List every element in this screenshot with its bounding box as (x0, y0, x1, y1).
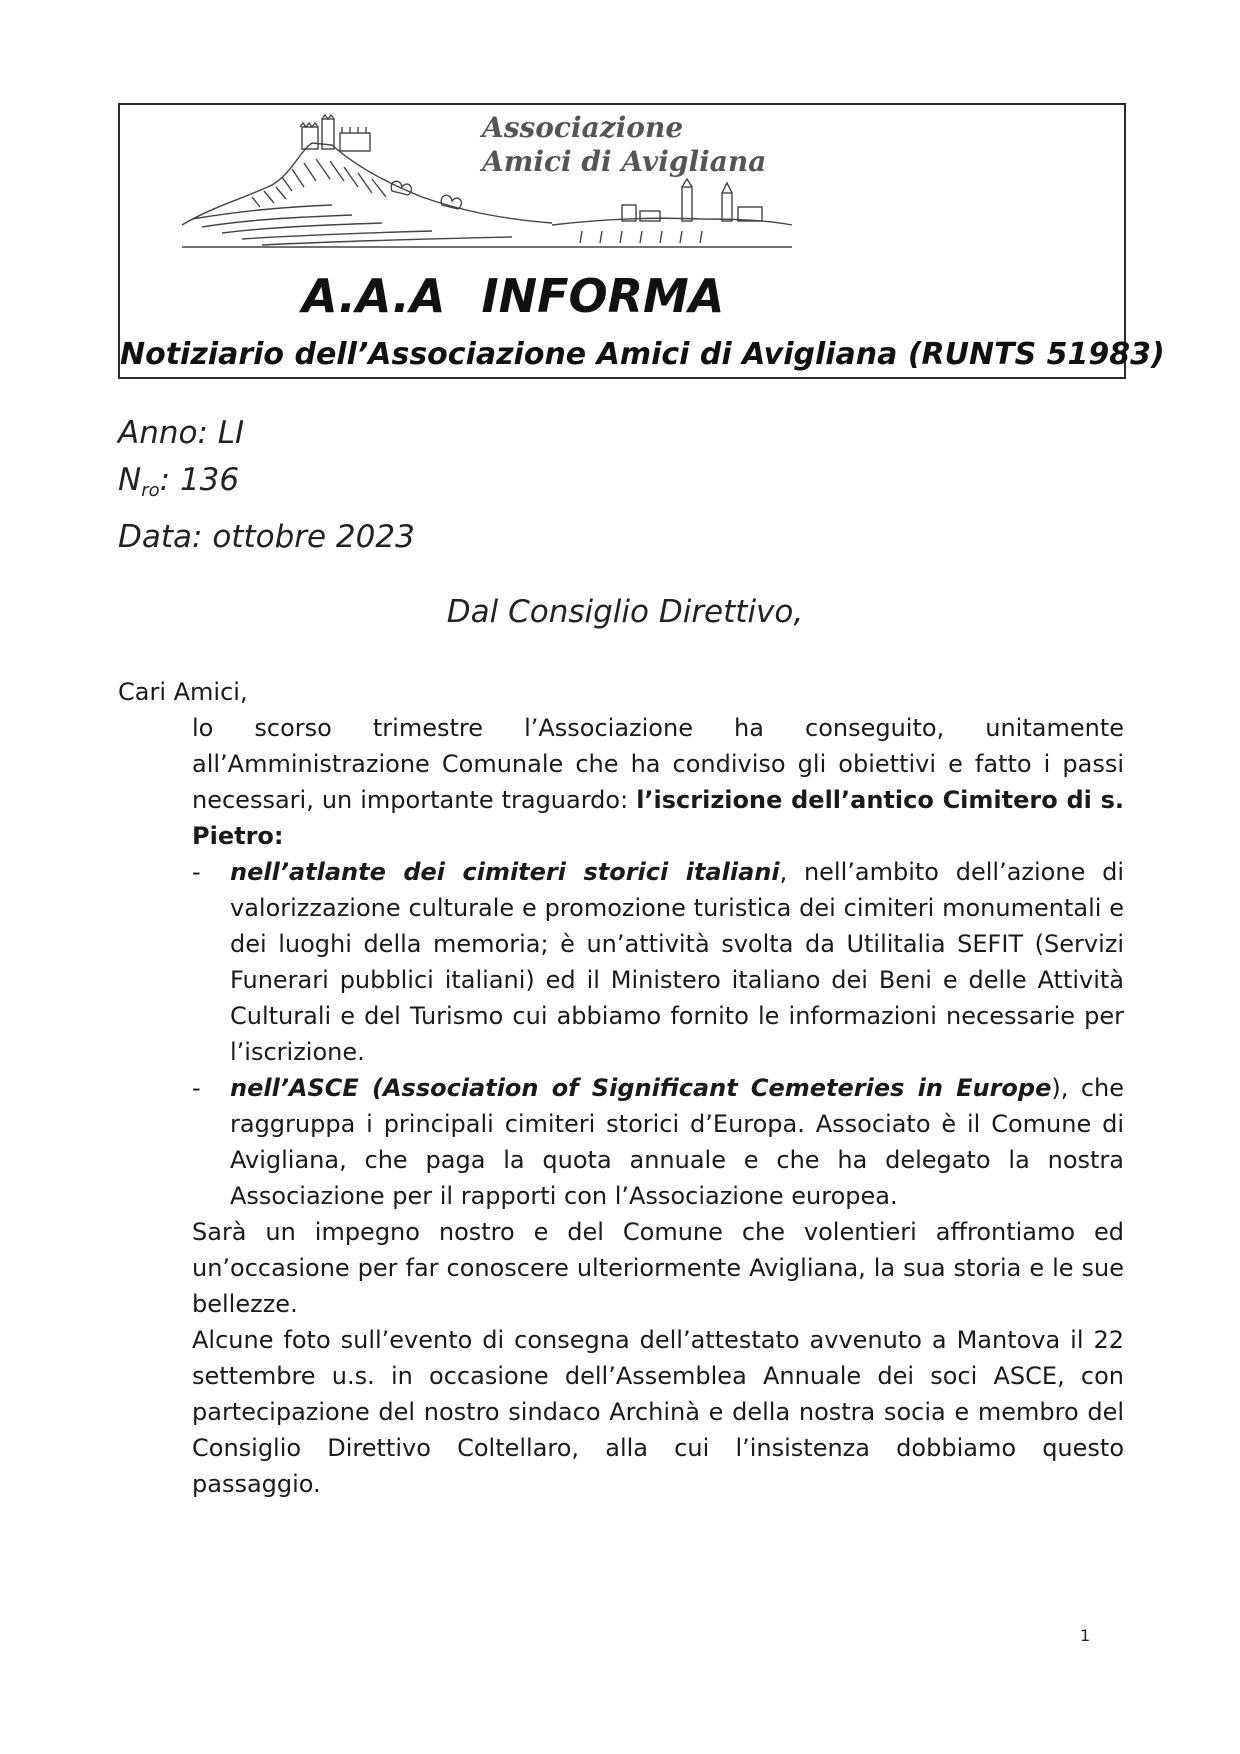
bullet-text: , nell’ambito dell’azione di valorizzazione culturale e promozione turistica dei cimiteri monumentali e dei luoghi della memoria; è un’attività svolta da Utilitalia SEFIT (Servizi Funerari pubblici italiani) ed il Ministero italiano dei Beni e delle Attività Culturali e del Turismo cui abbiamo fornito le informazioni necessarie per l’iscrizione. (230, 858, 1124, 1066)
issue-number (118, 457, 415, 514)
number-value: 136 (179, 462, 240, 498)
letter-body (118, 674, 1124, 1502)
intro-bold: l’iscrizione dell’antico Cimitero di s. Pietro: (192, 786, 1124, 850)
bullet-emphasis: nell’atlante dei cimiteri storici italiani (230, 858, 780, 886)
date-label: Data: (118, 519, 203, 555)
association-name (482, 111, 766, 179)
intro-paragraph (192, 710, 1124, 854)
issue-date (118, 514, 415, 561)
list-item (192, 1070, 1124, 1214)
section-heading: Dal Consiglio Direttivo, (446, 594, 804, 630)
bullet-list (118, 854, 1124, 1214)
issue-year (118, 410, 415, 457)
commitment-paragraph: Sarà un impegno nostro e del Comune che volentieri affrontiamo ed un’occasione per far conoscere ulteriormente Avigliana, la sua storia e le sue bellezze. (192, 1218, 1124, 1318)
association-name-line1: Associazione (482, 111, 684, 144)
date-value: ottobre 2023 (212, 519, 415, 555)
bullet-text: ), che raggruppa i principali cimiteri storici d’Europa. Associato è il Comune di Avigliana, che paga la quota annuale e che ha delegato la nostra Associazione per il rapporti con l’Associazione europea. (230, 1074, 1124, 1210)
year-value: LI (217, 415, 245, 451)
list-item (192, 854, 1124, 1070)
title-acronym: A.A.A (302, 269, 446, 323)
bullet-emphasis: nell’ASCE (Association of Significant Cemeteries in Europe (230, 1074, 1052, 1102)
number-label-subscript: ro (141, 480, 160, 501)
newsletter-title (120, 269, 1124, 323)
number-label-colon: : (159, 462, 171, 498)
masthead (118, 103, 1165, 379)
intro-text: lo scorso trimestre l’Associazione ha conseguito, unitamente all’Amministrazione Comunale che ha condiviso gli obiettivi e fatto i passi necessari, un importante traguardo: (192, 714, 1124, 814)
newsletter-subtitle: Notiziario dell’Associazione Amici di Avigliana (RUNTS 51983) (120, 337, 1165, 372)
association-name-line2: Amici di Avigliana (482, 145, 767, 178)
number-label: N (118, 462, 142, 498)
bullet-dash: - (192, 858, 201, 886)
title-informa: INFORMA (481, 269, 725, 323)
bullet-dash: - (192, 1074, 201, 1102)
salutation: Cari Amici, (118, 678, 248, 706)
issue-meta (118, 410, 415, 561)
photos-paragraph: Alcune foto sull’evento di consegna dell’attestato avvenuto a Mantova il 22 settembre u.s. in occasione dell’Assemblea Annuale dei soci ASCE, con partecipazione del nostro sindaco Archinà e della nostra socia e membro del Consiglio Direttivo Coltellaro, alla cui l’insistenza dobbiamo questo passaggio. (192, 1326, 1124, 1498)
page-number: 1 (1080, 1626, 1091, 1645)
year-label: Anno: (118, 415, 208, 451)
